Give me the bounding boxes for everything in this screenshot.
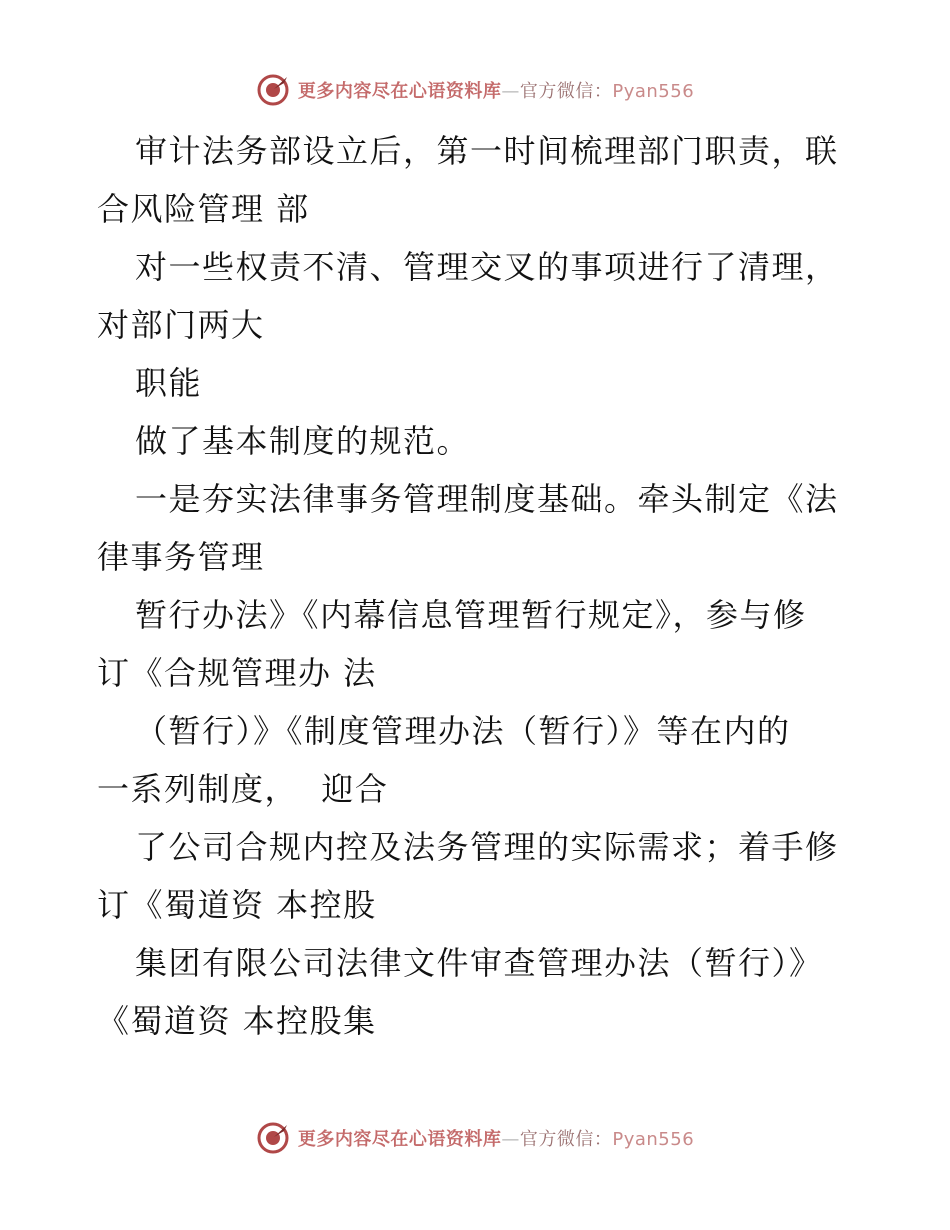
footer-banner-separator: — bbox=[501, 1129, 520, 1150]
header-banner-separator: — bbox=[501, 81, 520, 102]
header-banner bbox=[0, 70, 950, 110]
text-line: 对部门两大 bbox=[97, 306, 265, 344]
logo-icon bbox=[256, 73, 290, 107]
header-banner-text bbox=[298, 77, 694, 103]
header-banner-title: 更多内容尽在心语资料库 bbox=[297, 81, 502, 102]
header-banner-label: 官方微信： bbox=[519, 81, 613, 102]
footer-banner bbox=[0, 1118, 950, 1158]
text-line: 合风险管理 部 bbox=[97, 190, 310, 228]
text-line: 审计法务部设立后，第一时间梳理部门职责，联 bbox=[135, 132, 839, 170]
text-line: 做了基本制度的规范。 bbox=[135, 422, 471, 460]
text-line: 集团有限公司法律文件审查管理办法（暂行）》 bbox=[135, 944, 823, 982]
text-line: 订《蜀道资 本控股 bbox=[97, 886, 377, 924]
footer-banner-title: 更多内容尽在心语资料库 bbox=[297, 1129, 502, 1150]
text-line: 律事务管理 bbox=[97, 538, 265, 576]
text-line: 对一些权责不清、管理交叉的事项进行了清理， bbox=[135, 248, 839, 286]
text-line: 《蜀道资 本控股集 bbox=[97, 1002, 377, 1040]
text-line: 了公司合规内控及法务管理的实际需求；着手修 bbox=[135, 828, 839, 866]
text-line: （暂行）》《制度管理办法（暂行）》等在内的 bbox=[135, 712, 791, 750]
text-line: 职能 bbox=[135, 364, 203, 402]
text-line: 订《合规管理办 法 bbox=[97, 654, 377, 692]
header-banner-id: Pyan556 bbox=[612, 81, 695, 102]
text-line: 一系列制度， 迎合 bbox=[97, 770, 389, 808]
document-body bbox=[97, 122, 857, 1050]
footer-banner-id: Pyan556 bbox=[612, 1129, 695, 1150]
footer-banner-text bbox=[298, 1125, 694, 1151]
text-line: 一是夯实法律事务管理制度基础。牵头制定《法 bbox=[135, 480, 839, 518]
footer-banner-label: 官方微信： bbox=[519, 1129, 613, 1150]
logo-icon bbox=[256, 1121, 290, 1155]
text-line: 暂行办法》《内幕信息管理暂行规定》，参与修 bbox=[135, 596, 807, 634]
